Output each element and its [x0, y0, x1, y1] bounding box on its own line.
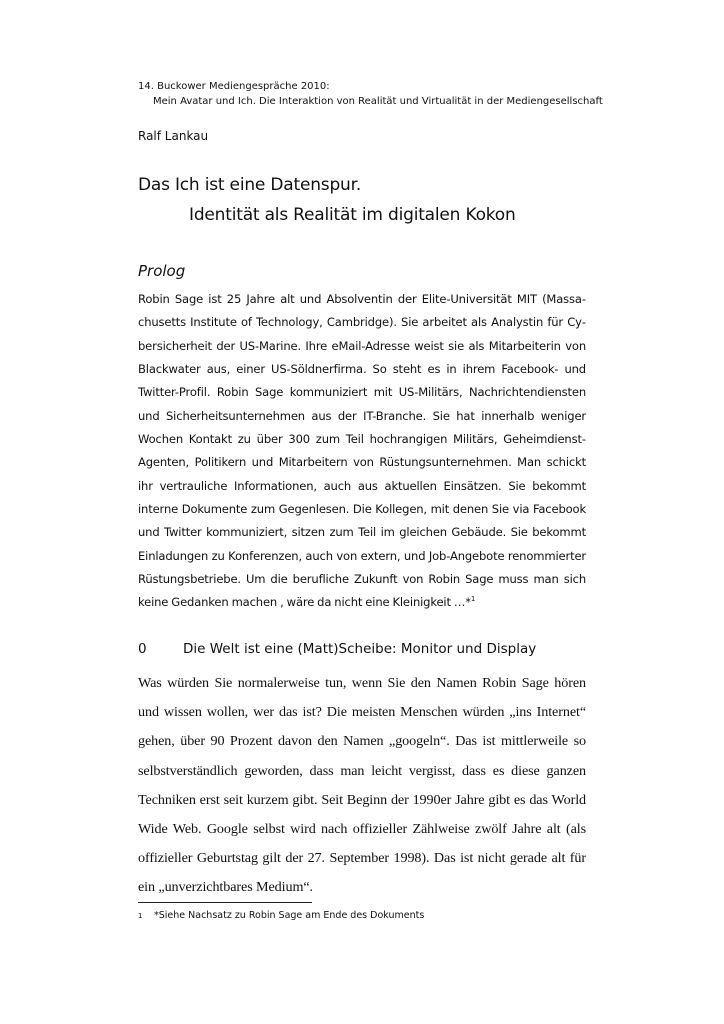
section-heading [138, 638, 586, 660]
footnote-mark: 1 [138, 912, 143, 920]
section-title: Die Welt ist eine (Matt)Scheibe: Monitor und Display [183, 641, 537, 657]
footnote [138, 909, 578, 923]
header-line-subtitle: Mein Avatar und Ich. Die Interaktion von Realität und Virtualität in der Mediengesellschaft [153, 96, 603, 107]
title-line-1: Das Ich ist eine Datenspur. [138, 175, 362, 195]
footnote-text: *Siehe Nachsatz zu Robin Sage am Ende des Dokuments [154, 910, 425, 921]
footnote-reference[interactable]: 1 [470, 595, 476, 604]
prolog-text: Robin Sage ist 25 Jahre alt und Absolventin der Elite-Universität MIT (Massachusetts Institute of Technology, Cambridge). Sie arbeitet als Analystin für Cybersicherheit der US-Marine. Ihre eMail-Adresse weist sie als Mitarbeiterin von Blackwater aus, einer US-Söldnerfirma. So steht es in ihrem Facebook- und Twitter-Profil. Robin Sage kommuniziert mit US-Militärs, Nachrichtendiensten und Sicherheitsunternehmen aus der IT-Branche. Sie hat innerhalb weniger Wochen Kontakt zu über 300 zum Teil hochrangigen Militärs, GeheimdienstAgenten, Politikern und Mitarbeitern von Rüstungsunternehmen. Man schickt ihr vertrauliche Informationen, auch aus aktuellen Einsätzen. Sie bekommt interne Dokumente zum Gegenlesen. Die Kollegen, mit denen Sie via Facebook und Twitter kommuniziert, sitzen zum Teil im gleichen Gebäude. Sie bekommt Einladungen zu Konferenzen, auch von extern, und Job-Angebote renommierter Rüstungsbetriebe. Um die berufliche Zukunft von Robin Sage muss man sich keine Gedanken machen , wäre da nicht eine Kleinigkeit …* [138, 292, 586, 610]
prolog-heading: Prolog [138, 262, 186, 280]
author-name: Ralf Lankau [138, 129, 209, 143]
running-header [138, 79, 658, 109]
title-line-2: Identität als Realität im digitalen Kokon [189, 205, 516, 225]
section-number: 0 [138, 641, 147, 657]
footnote-divider [138, 902, 312, 903]
section-paragraph: Was würden Sie normalerweise tun, wenn Sie den Namen Robin Sage hören und wissen wollen, wer das ist? Die meisten Menschen würden „ins Internet“ gehen, über 90 Prozent davon den Namen „googeln“. Das ist mittlerweile so selbstverständlich geworden, dass man leicht vergisst, dass es diese ganzen Techniken erst seit kurzem gibt. Seit Beginn der 1990er Jahre gibt es das World Wide Web. Google selbst wird nach offizieller Zählweise zwölf Jahre alt (als offizieller Geburtstag gilt der 27. September 1998). Das ist nicht gerade alt für ein „unverzichtbares Medium“. [138, 675, 586, 896]
prolog-paragraph [138, 288, 586, 615]
header-line-conference: 14. Buckower Mediengespräche 2010: [138, 81, 330, 92]
